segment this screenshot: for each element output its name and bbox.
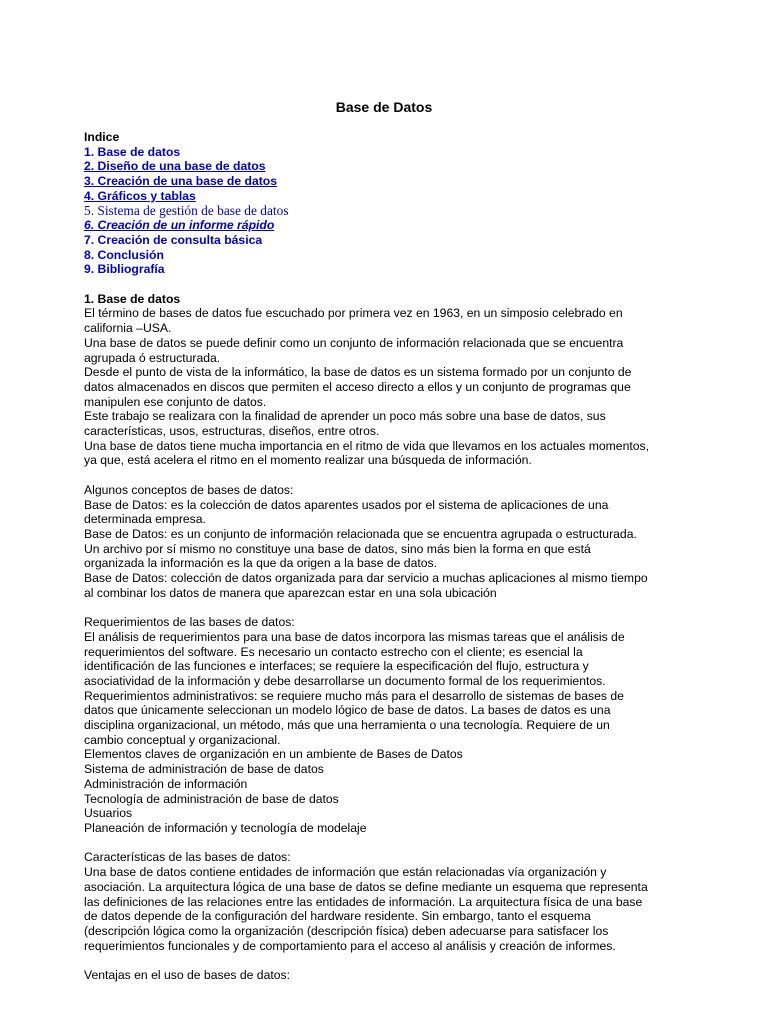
paragraph-line: determinada empresa. bbox=[84, 512, 206, 527]
paragraph-line: cambio conceptual y organizacional. bbox=[84, 732, 281, 747]
index-link-7[interactable]: 7. Creación de consulta básica bbox=[84, 232, 263, 247]
paragraph-line: Base de Datos: colección de datos organizada para dar servicio a muchas aplicaciones al mismo tiempo bbox=[84, 571, 648, 586]
paragraph-line: Características de las bases de datos: bbox=[84, 850, 291, 865]
section-heading: Ventajas en el uso de bases de datos: bbox=[84, 968, 290, 982]
page-title: Base de Datos bbox=[335, 99, 433, 115]
paragraph-line: de datos depende de la configuración del hardware residente. Sin embargo, tanto el esquema bbox=[84, 909, 591, 924]
paragraph-line: Desde el punto de vista de la informático, la base de datos es un sistema formado por un conjunto de bbox=[84, 365, 632, 380]
paragraph-line: Administración de información bbox=[84, 776, 248, 791]
index-link-2[interactable]: 2. Diseño de una base de datos bbox=[84, 159, 266, 174]
spacer bbox=[84, 277, 704, 292]
paragraph-line: al combinar los datos de manera que aparezcan estar en una sola ubicación bbox=[84, 585, 497, 600]
index-heading: Indice bbox=[84, 130, 120, 144]
paragraph-line: Base de Datos: es un conjunto de información relacionada que se encuentra agrupada o estructurada. bbox=[84, 526, 637, 541]
spacer bbox=[84, 600, 704, 615]
index-link-3[interactable]: 3. Creación de una base de datos bbox=[84, 174, 278, 189]
section-concepts bbox=[84, 483, 704, 601]
paragraph-line: Requerimientos administrativos: se requiere mucho más para el desarrollo de sistemas de bases de bbox=[84, 688, 624, 703]
paragraph-line: Planeación de información y tecnología de modelaje bbox=[84, 821, 367, 835]
paragraph-line: las definiciones de las relaciones entre las entidades de información. La arquitectura física de una base bbox=[84, 894, 643, 909]
section-heading: 1. Base de datos bbox=[84, 291, 181, 306]
section-requirements bbox=[84, 615, 704, 836]
paragraph-line: Una base de datos contiene entidades de información que están relacionadas vía organización y bbox=[84, 865, 607, 880]
paragraph-line: manipulen ese conjunto de datos. bbox=[84, 394, 267, 409]
section-characteristics bbox=[84, 850, 704, 953]
paragraph-line: requerimientos del software. Es necesario un contacto estrecho con el cliente; es esencial la bbox=[84, 644, 583, 659]
paragraph-line: identificación de las funciones e interfaces; se requiere la especificación del flujo, estructura y bbox=[84, 659, 589, 674]
index-link-6[interactable]: 6. Creación de un informe rápido bbox=[84, 218, 275, 233]
paragraph-line: asociación. La arquitectura lógica de una base de datos se define mediante un esquema que representa bbox=[84, 879, 648, 894]
paragraph-line: El término de bases de datos fue escuchado por primera vez en 1963, en un simposio celebrado en bbox=[84, 306, 623, 321]
paragraph-line: Usuarios bbox=[84, 806, 133, 821]
document-body bbox=[84, 130, 704, 983]
index-link-9[interactable]: 9. Bibliografía bbox=[84, 262, 165, 277]
spacer bbox=[84, 836, 704, 851]
paragraph-line: Tecnología de administración de base de datos bbox=[84, 791, 339, 806]
paragraph-line: datos que únicamente seleccionan un modelo lógico de base de datos. La bases de datos es una bbox=[84, 703, 611, 718]
paragraph-line: Elementos claves de organización en un ambiente de Bases de Datos bbox=[84, 747, 463, 762]
paragraph-line: asociatividad de la información y debe desarrollarse un documento formal de los requerimientos. bbox=[84, 673, 606, 688]
paragraph-line: características, usos, estructuras, diseños, entre otros. bbox=[84, 424, 380, 439]
paragraph-line: Un archivo por sí mismo no constituye una base de datos, sino más bien la forma en que está bbox=[84, 541, 591, 556]
paragraph-line: El análisis de requerimientos para una base de datos incorpora las mismas tareas que el análisis de bbox=[84, 629, 625, 644]
section-advantages bbox=[84, 968, 704, 983]
index-link-8[interactable]: 8. Conclusión bbox=[84, 247, 164, 262]
paragraph-line: requerimientos funcionales y de comportamiento para el acceso al análisis y creación de informes. bbox=[84, 938, 616, 953]
spacer bbox=[84, 953, 704, 968]
paragraph-line: ya que, está acelera el ritmo en el momento realizar una búsqueda de información. bbox=[84, 453, 532, 468]
index-section bbox=[84, 130, 704, 277]
paragraph-line: Este trabajo se realizara con la finalidad de aprender un poco más sobre una base de datos, sus bbox=[84, 409, 606, 424]
section-base-de-datos bbox=[84, 292, 704, 468]
paragraph-line: california –USA. bbox=[84, 321, 172, 336]
paragraph-line: organizada la información es la que da origen a la base de datos. bbox=[84, 556, 437, 571]
spacer bbox=[84, 468, 704, 483]
index-link-4[interactable]: 4. Gráficos y tablas bbox=[84, 188, 196, 203]
paragraph-line: Una base de datos se puede definir como un conjunto de información relacionada que se encuentra bbox=[84, 335, 624, 350]
paragraph-line: disciplina organizacional, un método, más que una herramienta o una tecnología. Requiere de un bbox=[84, 718, 610, 733]
paragraph-line: datos almacenados en discos que permiten el acceso directo a ellos y un conjunto de programas que bbox=[84, 379, 631, 394]
paragraph-line: Una base de datos tiene mucha importancia en el ritmo de vida que llevamos en los actuales momentos, bbox=[84, 438, 649, 453]
paragraph-line: Base de Datos: es la colección de datos aparentes usados por el sistema de aplicaciones de una bbox=[84, 497, 609, 512]
paragraph-line: Sistema de administración de base de datos bbox=[84, 762, 324, 777]
paragraph-line: agrupada ó estructurada. bbox=[84, 350, 221, 365]
paragraph-line: (descripción lógica como la organización (descripción física) deben adecuarse para satisfacer los bbox=[84, 923, 609, 938]
index-link-5[interactable]: 5. Sistema de gestión de base de datos bbox=[84, 202, 289, 218]
index-link-1[interactable]: 1. Base de datos bbox=[84, 144, 181, 159]
paragraph-line: Algunos conceptos de bases de datos: bbox=[84, 482, 294, 497]
paragraph-line: Requerimientos de las bases de datos: bbox=[84, 615, 295, 630]
